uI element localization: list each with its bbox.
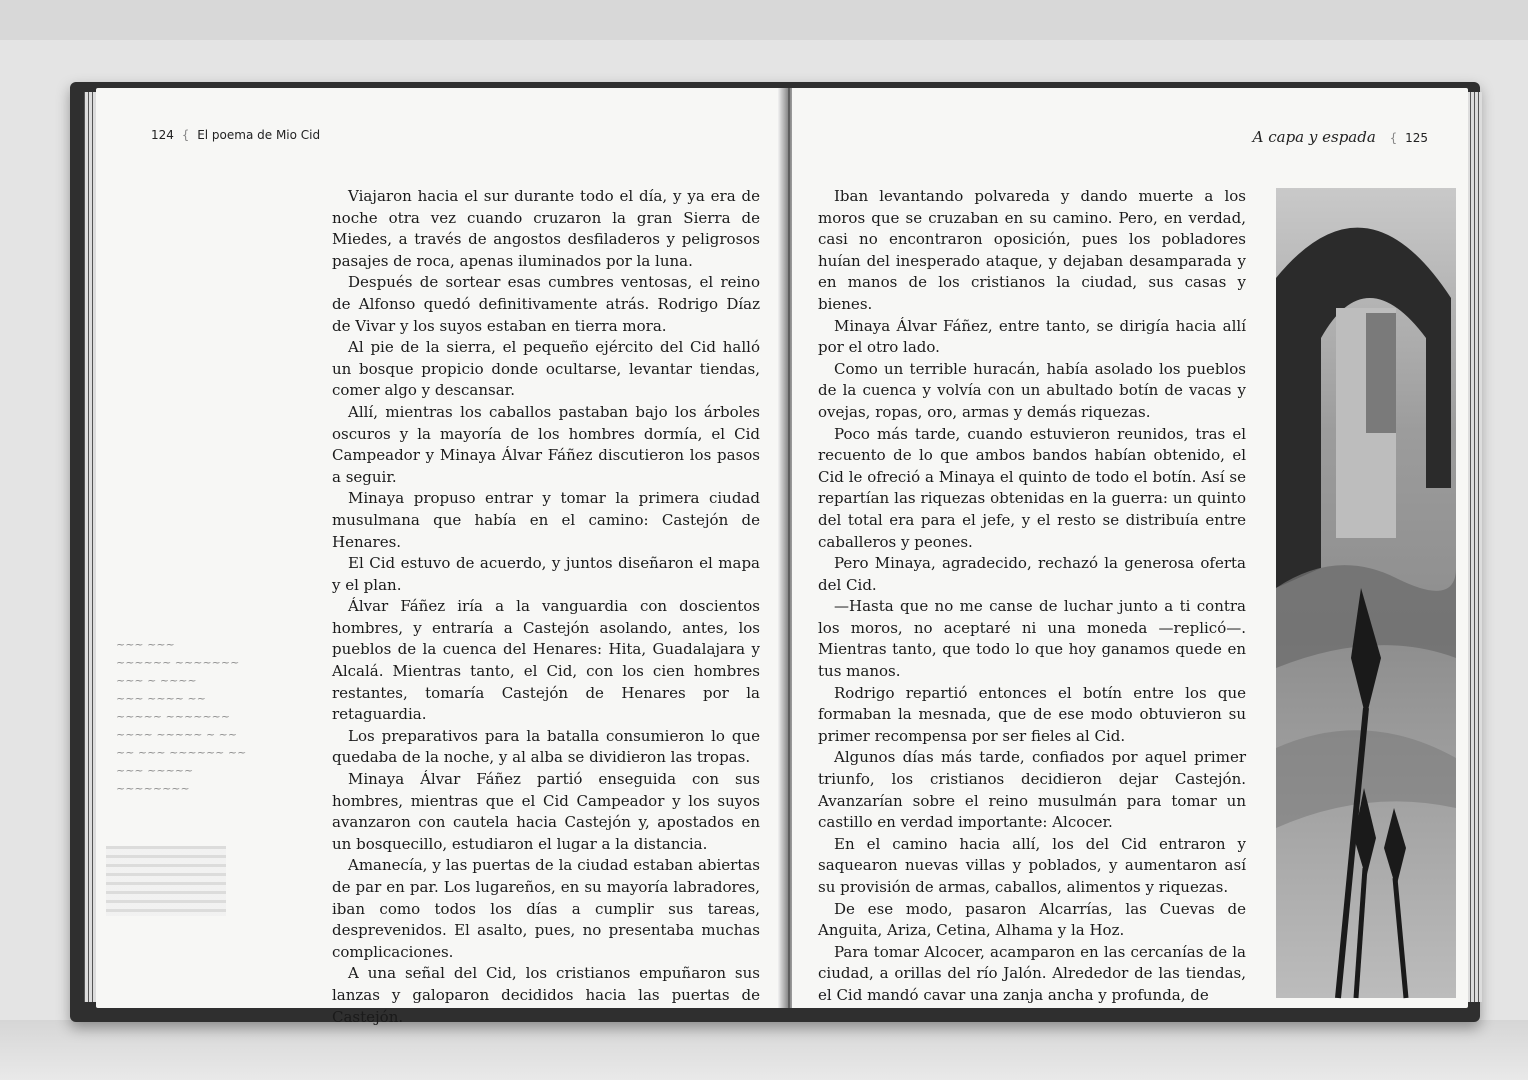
paragraph: Algunos días más tarde, confiados por aquel primer triunfo, los cristianos decidieron dejar Castejón. Avanzarían sobre el reino musulmán para tomar un castillo en verdad importante: Alcocer. — [818, 748, 1246, 832]
left-page — [96, 88, 788, 1026]
right-header-title: A capa y espada — [1252, 128, 1376, 146]
bleed-through-text — [106, 846, 226, 916]
paragraph: Pero Minaya, agradecido, rechazó la generosa oferta del Cid. — [818, 554, 1246, 594]
right-text-column — [818, 186, 1246, 1007]
left-header-mark: { — [181, 128, 190, 142]
right-header-mark: { — [1389, 131, 1398, 145]
paragraph: Minaya Álvar Fáñez, entre tanto, se dirigía hacia allí por el otro lado. — [818, 316, 1246, 357]
paragraph: Minaya Álvar Fáñez partió enseguida con sus hombres, mientras que el Cid Campeador y los suyos avanzaron con cautela hacia Castejón y, apostados en un bosquecillo, estudiaron el lugar a la distancia. — [332, 770, 760, 853]
scan-bottom-shade — [0, 1020, 1528, 1080]
paragraph: Al pie de la sierra, el pequeño ejército del Cid halló un bosque propicio donde ocultarse, levantar tiendas, comer algo y descansar. — [332, 338, 760, 400]
left-header-title: El poema de Mio Cid — [197, 128, 321, 142]
paragraph: Como un terrible huracán, había asolado los pueblos de la cuenca y volvía con un abultado botín de vacas y ovejas, ropas, oro, armas y demás riquezas. — [818, 359, 1246, 421]
paragraph: Después de sortear esas cumbres ventosas, el reino de Alfonso quedó definitivamente atrás. Rodrigo Díaz de Vivar y los suyos estaban en tierra mora. — [332, 273, 760, 335]
paragraph: Los preparativos para la batalla consumieron lo que quedaba de la noche, y al alba se dividieron las tropas. — [332, 726, 760, 767]
paragraph: El Cid estuvo de acuerdo, y juntos diseñaron el mapa y el plan. — [332, 554, 760, 594]
paragraph: Iban levantando polvareda y dando muerte a los moros que se cruzaban en su camino. Pero, en verdad, casi no encontraron oposición, pues los pobladores huían del inesperado ataque, y dejaban desamparada y en manos de los cristianos la ciudad, sus casas y bienes. — [818, 187, 1246, 313]
paragraph: —Hasta que no me canse de luchar junto a ti contra los moros, no aceptaré ni una moneda —replicó—. Mientras tanto, que todo lo que hoy ganamos quede en tus manos. — [818, 597, 1246, 681]
paragraph: Poco más tarde, cuando estuvieron reunidos, tras el recuento de lo que ambos bandos habían obtenido, el Cid le ofreció a Minaya el quinto de todo el botín. Así se repartían las riquezas obtenidas en la guerra: un quinto del total era para el jefe, y el resto se distribuía entre caballeros y peones. — [818, 424, 1246, 551]
paragraph: A una señal del Cid, los cristianos empuñaron sus lanzas y galoparon decididos hacia las puertas de Castejón. — [332, 964, 760, 1026]
paragraph: Amanecía, y las puertas de la ciudad estaban abiertas de par en par. Los lugareños, en su mayoría labradores, iban como todos los días a cumplir sus tareas, desprevenidos. El asalto, pues, no presentaba muchas complicaciones. — [332, 856, 760, 961]
right-page-header — [1253, 128, 1428, 146]
paragraph: En el camino hacia allí, los del Cid entraron y saquearon nuevas villas y poblados, y aumentaron así su provisión de armas, caballos, alimentos y riquezas. — [818, 834, 1246, 896]
left-page-number: 124 — [151, 128, 174, 142]
left-text-column — [332, 186, 760, 1028]
right-page-edges — [1466, 92, 1482, 1002]
paragraph: Minaya propuso entrar y tomar la primera ciudad musulmana que había en el camino: Castejón de Henares. — [332, 489, 760, 551]
paragraph: Viajaron hacia el sur durante todo el día, y ya era de noche otra vez cuando cruzaron la gran Sierra de Miedes, a través de angostos desfiladeros y peligrosos pasajes de roca, apenas iluminados por la luna. — [332, 187, 760, 270]
right-page-number: 125 — [1405, 131, 1428, 145]
lances-and-arch-illustration — [1276, 188, 1456, 998]
paragraph: Álvar Fáñez iría a la vanguardia con doscientos hombres, y entraría a Castejón asolando, antes, los pueblos de la cuenca del Henares: Hita, Guadalajara y Alcalá. Mientras tanto, el Cid, con los cien hombres restantes, tomaría Castejón de Henares por la retaguardia. — [332, 597, 760, 724]
handwritten-margin-notes: ~~~ ~~~ ~~~~~~ ~~~~~~~ ~~~ ~ ~~~~ ~~~ ~~~~ ~~ ~~~~~ ~~~~~~~ ~~~~ ~~~~~ ~ ~~ ~~ ~~~ ~~~~~~ ~~ ~~~ ~~~~~ ~~~~~~~~ — [116, 638, 247, 795]
paragraph: Allí, mientras los caballos pastaban bajo los árboles oscuros y la mayoría de los hombres dormía, el Cid Campeador y Minaya Álvar Fáñez discutieron los pasos a seguir. — [332, 402, 760, 486]
paragraph: De ese modo, pasaron Alcarrías, las Cuevas de Anguita, Ariza, Cetina, Alhama y la Hoz. — [818, 899, 1246, 940]
right-page — [792, 88, 1468, 1008]
paragraph: Rodrigo repartió entonces el botín entre los que formaban la mesnada, que de ese modo obtuvieron su primer recompensa por ser fieles al Cid. — [818, 683, 1246, 745]
scan-top-shade — [0, 0, 1528, 40]
paragraph: Para tomar Alcocer, acamparon en las cercanías de la ciudad, a orillas del río Jalón. Alrededor de las tiendas, el Cid mandó cavar una zanja ancha y profunda, de — [818, 942, 1246, 1004]
left-page-header — [151, 128, 320, 142]
